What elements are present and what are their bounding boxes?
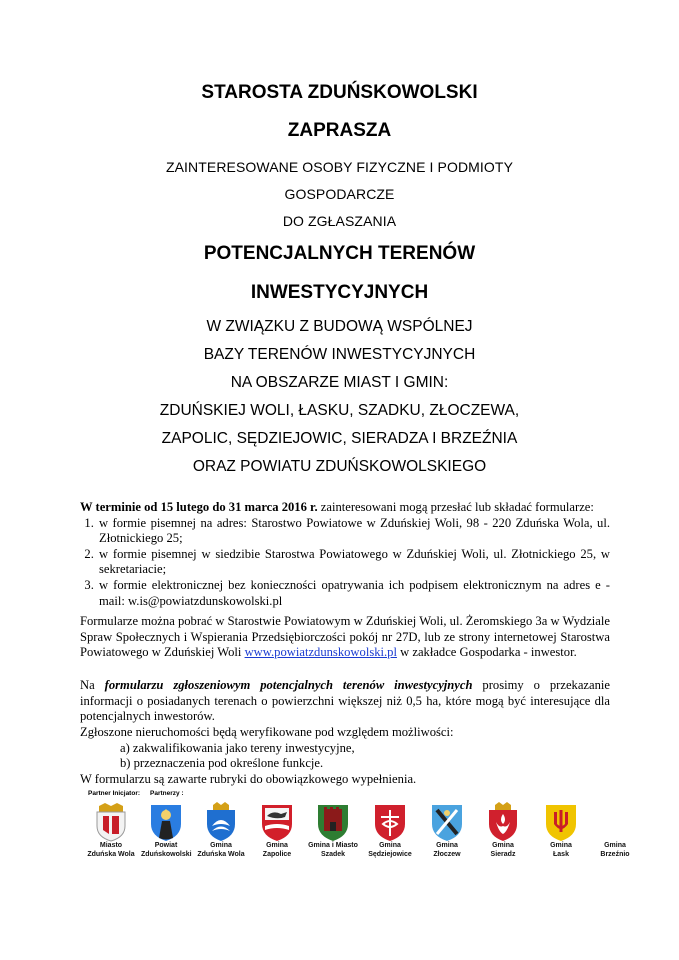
partner-logo: [308, 802, 358, 859]
title-starosta: STAROSTA ZDUŃSKOWOLSKI: [201, 82, 478, 103]
partner-caption-line1: Miasto: [99, 842, 123, 849]
partner-caption-line2: Zduńska Wola: [197, 850, 245, 858]
heading-line-6: ORAZ POWIATU ZDUŃSKOWOLSKIEGO: [192, 458, 487, 475]
forms-paragraph: [80, 614, 610, 661]
form-info-end: prosimy o przekazanie informacji o posiadanych terenach o powierzchni większej niż 0,5 ha, które mogą być interesujące dla potencjalnych inwestorów.: [80, 678, 610, 724]
partner-logo: [478, 802, 528, 859]
partner-caption-line2: Sieradz: [490, 850, 516, 858]
partner-logo: [86, 802, 136, 859]
partner-caption-line1: Gmina: [379, 842, 401, 849]
partner-caption-line2: Sędziejowice: [368, 850, 412, 858]
list-item: 1. w formie pisemnej na adres: Starostwo Powiatowe w Zduńskiej Woli, 98 - 220 Zduńska Wola, ul. Złotnickiego 25;: [97, 516, 610, 547]
zdunska-wola-commune-crest-icon: [203, 802, 239, 842]
partner-caption-line2: Brzeźnio: [600, 850, 630, 858]
subtitle-line-3: DO ZGŁASZANIA: [282, 213, 397, 229]
partner-caption-line1: Gmina: [604, 842, 626, 849]
szadek-crest-icon: [315, 802, 351, 842]
title-potencjalnych: POTENCJALNYCH TERENÓW: [203, 243, 476, 264]
title-inwestycyjnych: INWESTYCYJNYCH: [250, 282, 429, 303]
subtitle-line-1: ZAINTERESOWANE OSOBY FIZYCZNE I PODMIOTY: [165, 159, 514, 175]
partner-caption-line2: Zduńska Wola: [87, 850, 135, 858]
body-section: [80, 500, 610, 609]
initiator-tag: Partner Inicjator:: [88, 790, 141, 797]
submission-methods-list: [80, 516, 610, 610]
zdunskowolski-county-crest-icon: [148, 802, 184, 842]
partner-logo: [365, 802, 415, 859]
sedziejowice-crest-icon: [372, 802, 408, 842]
partner-caption-line2: Szadek: [320, 850, 346, 858]
partner-caption-line1: Powiat: [154, 842, 178, 849]
partner-logo: [422, 802, 472, 859]
partner-caption-line1: Gmina i Miasto: [308, 842, 358, 849]
verification-text: Zgłoszone nieruchomości będą weryfikowane pod względem możliwości:: [80, 725, 454, 739]
lask-crest-icon: [543, 802, 579, 842]
criteria-a: a) zakwalifikowania jako tereny inwestycyjne,: [120, 740, 355, 755]
partner-logos-strip: [78, 790, 638, 870]
forms-text-end: w zakładce Gospodarka - inwestor.: [396, 645, 577, 660]
partner-logo: [536, 802, 586, 859]
intro-paragraph: [80, 500, 610, 516]
heading-line-1: W ZWIĄZKU Z BUDOWĄ WSPÓLNEJ: [206, 318, 473, 335]
partner-logo: [252, 802, 302, 859]
mandatory-fields-note: W formularzu są zawarte rubryki do obowiązkowego wypełnienia.: [80, 771, 417, 786]
partner-caption-line1: Gmina: [492, 842, 514, 849]
heading-line-4: ZDUŃSKIEJ WOLI, ŁASKU, SZADKU, ZŁOCZEWA,: [159, 402, 520, 419]
partner-caption-line2: Zapolice: [262, 850, 292, 858]
subtitle-line-2: GOSPODARCZE: [284, 186, 395, 202]
partner-caption-line1: Gmina: [550, 842, 572, 849]
verification-section: [80, 725, 610, 787]
partner-caption-line1: Gmina: [266, 842, 288, 849]
heading-line-3: NA OBSZARZE MIAST I GMIN:: [230, 374, 449, 391]
partner-logo: [141, 802, 191, 859]
intro-rest: zainteresowani mogą przesłać lub składać formularze:: [317, 500, 594, 514]
forms-text: Formularze można pobrać w Starostwie Powiatowym w Zduńskiej Woli, ul. Żeromskiego 3a w Wydziale Spraw Społecznych i Wspierania Przedsiębiorczości pokój nr 27D, lub ze strony internetowej Starostwa Powiatowego w Zduńskiej Woli: [80, 614, 610, 660]
list-item: 3. w formie elektronicznej bez konieczności opatrywania ich podpisem elektronicznym na adres e - mail: w.is@powiatzdunskowolski.pl: [97, 578, 610, 609]
form-name-emphasis: formularzu zgłoszeniowym potencjalnych terenów inwestycyjnych: [104, 678, 473, 692]
website-link[interactable]: www.powiatzdunskowolski.pl: [244, 645, 397, 660]
form-info-start: Na: [80, 678, 105, 692]
partner-logo: [590, 842, 640, 859]
partner-logo: [196, 802, 246, 859]
title-zaprasza: ZAPRASZA: [287, 120, 392, 141]
partner-caption-line2: Łask: [553, 850, 569, 858]
criteria-b: b) przeznaczenia pod określone funkcje.: [120, 756, 324, 771]
form-info-paragraph: [80, 678, 610, 725]
deadline-text: W terminie od 15 lutego do 31 marca 2016 r.: [80, 500, 318, 514]
partners-tag: Partnerzy :: [150, 790, 184, 797]
partner-caption-line1: Gmina: [210, 842, 232, 849]
partner-caption-line1: Gmina: [436, 842, 458, 849]
zapolice-crest-icon: [259, 802, 295, 842]
sieradz-crest-icon: [485, 802, 521, 842]
partner-caption-line2: Zduńskowolski: [141, 850, 192, 858]
partner-caption-line2: Złoczew: [433, 850, 461, 858]
heading-line-5: ZAPOLIC, SĘDZIEJOWIC, SIERADZA I BRZEŹNIA: [161, 430, 518, 447]
heading-line-2: BAZY TERENÓW INWESTYCYJNYCH: [203, 346, 476, 363]
zdunska-wola-city-crest-icon: [93, 802, 129, 842]
list-item: 2. w formie pisemnej w siedzibie Starostwa Powiatowego w Zduńskiej Woli, ul. Złotnickiego 25, w sekretariacie;: [97, 547, 610, 578]
zloczew-crest-icon: [429, 802, 465, 842]
